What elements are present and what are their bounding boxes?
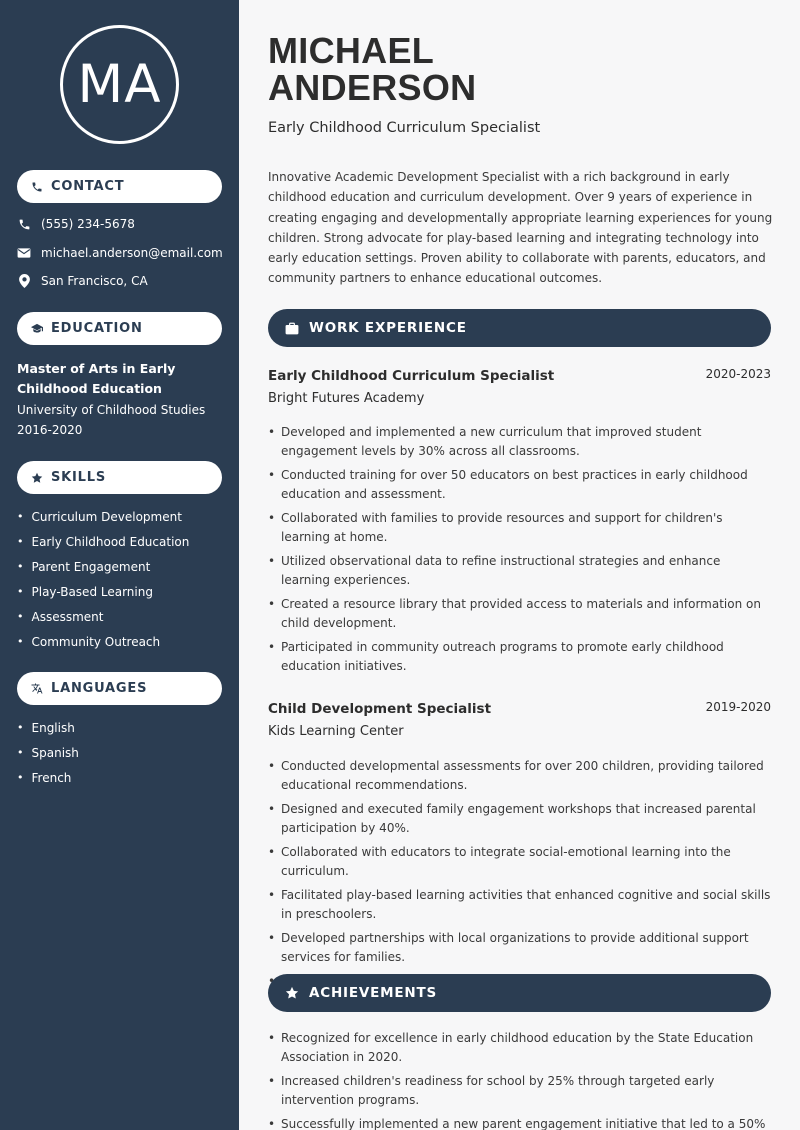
job-1-title: Early Childhood Curriculum Specialist <box>268 368 555 384</box>
education-heading <box>17 312 222 345</box>
job-1-duties <box>268 423 773 681</box>
education-years: 2016-2020 <box>17 423 83 437</box>
monogram-avatar <box>60 25 179 144</box>
phone-icon <box>17 217 31 231</box>
duty-item: • Developed partnerships with local organizations to provide additional support services for families. <box>268 929 773 967</box>
sidebar <box>0 0 239 1130</box>
achievement-item: • Increased children's readiness for school by 25% through targeted early intervention programs. <box>268 1072 773 1110</box>
job-2-dates: 2019-2020 <box>705 700 771 714</box>
skills-heading <box>17 461 222 494</box>
skill-item: • Early Childhood Education <box>17 529 189 554</box>
map-pin-icon <box>17 274 31 288</box>
achievements-heading-label: ACHIEVEMENTS <box>309 985 438 1001</box>
languages-heading-label: LANGUAGES <box>51 681 148 696</box>
language-item: • French <box>17 765 79 790</box>
achievement-item: • Successfully implemented a new parent engagement initiative that led to a 50% <box>268 1115 773 1130</box>
duty-item: • Designed and executed family engagement workshops that increased parental participation by 40%. <box>268 800 773 838</box>
work-experience-heading <box>268 309 771 347</box>
languages-heading <box>17 672 222 705</box>
job-2-title: Child Development Specialist <box>268 701 492 717</box>
contact-heading <box>17 170 222 203</box>
phone-icon <box>31 181 43 193</box>
achievements-heading <box>268 974 771 1012</box>
duty-item: • Created a resource library that provided access to materials and information on child development. <box>268 595 773 633</box>
star-icon <box>31 472 43 484</box>
duty-item: • Utilized observational data to refine instructional strategies and enhance learning experiences. <box>268 552 773 590</box>
duty-item: • Participated in community outreach programs to promote early childhood education initiatives. <box>268 638 773 676</box>
education-degree: Master of Arts in Early Childhood Education <box>17 361 176 396</box>
skill-item: • Assessment <box>17 604 189 629</box>
languages-list <box>17 715 79 790</box>
skill-item: • Community Outreach <box>17 629 189 654</box>
job-1-dates: 2020-2023 <box>705 367 771 381</box>
duty-item: • Developed and implemented a new curriculum that improved student engagement levels by 30% across all classrooms. <box>268 423 773 461</box>
skill-item: • Play-Based Learning <box>17 579 189 604</box>
skill-item: • Curriculum Development <box>17 504 189 529</box>
graduation-cap-icon <box>31 323 43 335</box>
briefcase-icon <box>285 321 299 335</box>
contact-phone-text: (555) 234-5678 <box>41 217 135 231</box>
contact-location <box>17 274 148 288</box>
name-first: MICHAEL <box>268 30 435 71</box>
achievement-item: • Recognized for excellence in early childhood education by the State Education Association in 2020. <box>268 1029 773 1067</box>
job-1-org: Bright Futures Academy <box>268 391 425 406</box>
achievements-list <box>268 1029 773 1130</box>
language-item: • English <box>17 715 79 740</box>
contact-location-text: San Francisco, CA <box>41 274 148 288</box>
duty-item: • Collaborated with families to provide resources and support for children's learning at home. <box>268 509 773 547</box>
duty-item: • Conducted training for over 50 educators on best practices in early childhood education and assessment. <box>268 466 773 504</box>
contact-email-text: michael.anderson@email.com <box>41 246 223 260</box>
name-last: ANDERSON <box>268 67 477 108</box>
duty-item: • Conducted developmental assessments for over 200 children, providing tailored educational recommendations. <box>268 757 773 795</box>
monogram-initials: MA <box>77 54 162 115</box>
skills-list <box>17 504 189 654</box>
profile-summary: Innovative Academic Development Specialist with a rich background in early childhood education and curriculum development. Over 9 years of experience in creating engaging and developmentally appropriate learning experiences for young children. Strong advocate for play-based learning and integrating technology into early education settings. Proven ability to collaborate with parents, educators, and community partners to enhance educational outcomes. <box>268 170 773 286</box>
skills-heading-label: SKILLS <box>51 470 107 485</box>
skill-item: • Parent Engagement <box>17 554 189 579</box>
contact-email[interactable] <box>17 246 223 260</box>
envelope-icon <box>17 246 31 260</box>
education-heading-label: EDUCATION <box>51 321 143 336</box>
language-item: • Spanish <box>17 740 79 765</box>
job-2-org: Kids Learning Center <box>268 724 404 739</box>
translate-icon <box>31 683 43 695</box>
contact-heading-label: CONTACT <box>51 179 125 194</box>
job-title-headline: Early Childhood Curriculum Specialist <box>268 120 541 136</box>
duty-item: • Collaborated with educators to integrate social-emotional learning into the curriculum. <box>268 843 773 881</box>
candidate-name <box>268 32 476 106</box>
work-experience-heading-label: WORK EXPERIENCE <box>309 320 467 336</box>
education-school: University of Childhood Studies <box>17 403 206 417</box>
duty-item: • Facilitated play-based learning activities that enhanced cognitive and social skills in preschoolers. <box>268 886 773 924</box>
star-icon <box>285 986 299 1000</box>
contact-phone[interactable] <box>17 217 135 231</box>
